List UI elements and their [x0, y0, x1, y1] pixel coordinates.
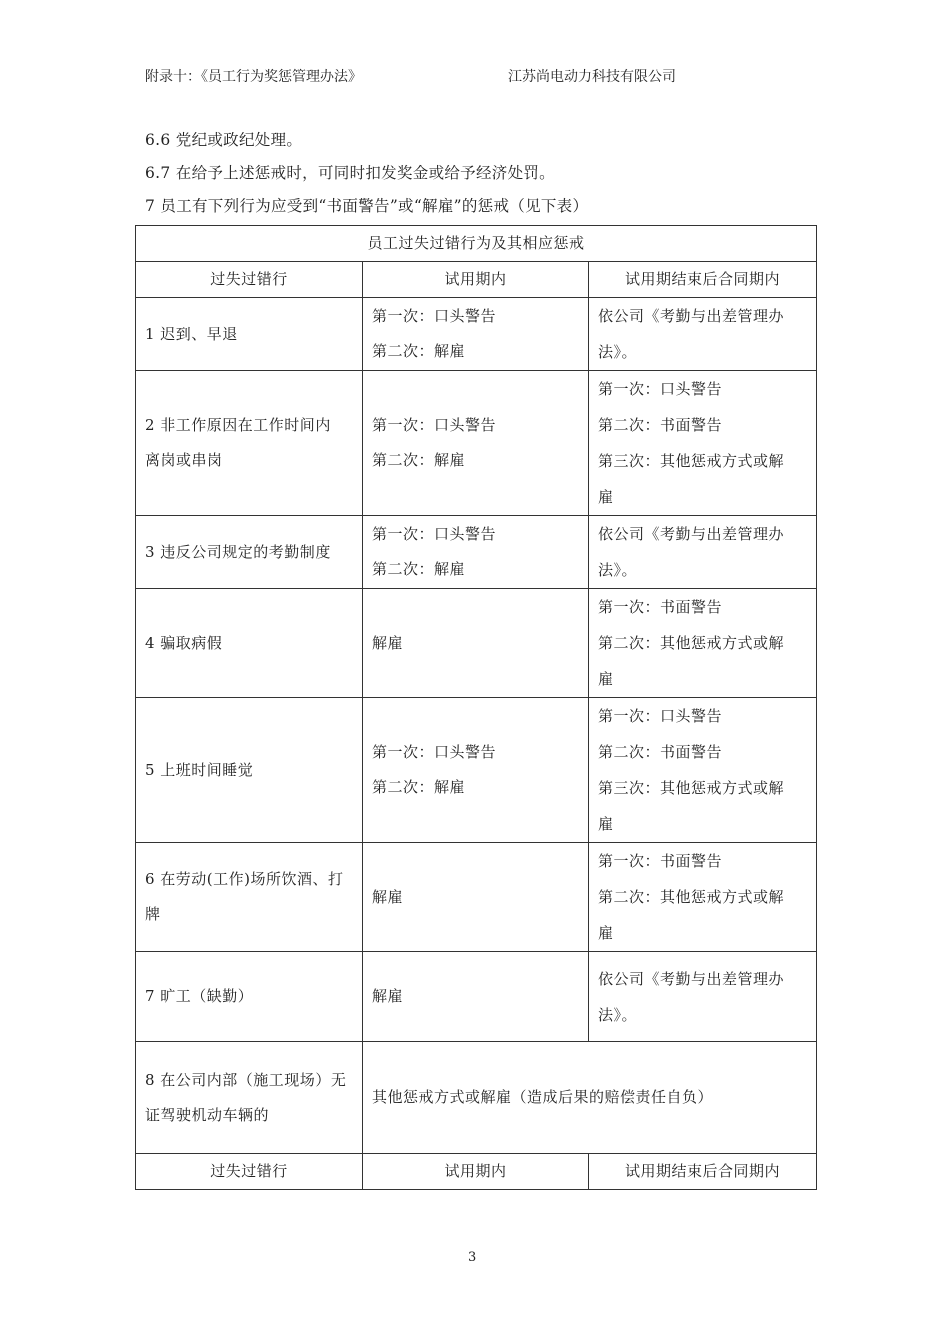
contract-cell [589, 589, 817, 698]
column-header-behavior: 过失过错行 [136, 262, 363, 298]
probation-cell [363, 298, 589, 371]
probation-cell [363, 516, 589, 589]
penalty-table [135, 225, 817, 1190]
probation-line: 第一次：口头警告 [372, 307, 497, 325]
probation-line: 第二次：解雇 [372, 342, 466, 360]
contract-cell [589, 952, 817, 1042]
contract-line: 依公司《考勤与出差管理办 [598, 525, 785, 543]
contract-cell [589, 516, 817, 589]
contract-line: 第一次：口头警告 [598, 707, 723, 725]
table-caption: 员工过失过错行为及其相应惩戒 [136, 226, 817, 262]
contract-line: 第一次：口头警告 [598, 380, 723, 398]
behavior-cell [136, 698, 363, 843]
probation-cell [363, 371, 589, 516]
behavior-cell [136, 843, 363, 952]
table-caption-row [136, 226, 817, 262]
table-row [136, 371, 817, 516]
table-row [136, 298, 817, 371]
probation-line: 第二次：解雇 [372, 778, 466, 796]
contract-line: 依公司《考勤与出差管理办 [598, 307, 785, 325]
behavior-line: 8 在公司内部（施工现场）无 [145, 1070, 347, 1089]
probation-cell [363, 698, 589, 843]
behavior-line: 7 旷工（缺勤） [145, 987, 254, 1005]
behavior-cell [136, 298, 363, 371]
contract-line: 雇 [598, 670, 614, 688]
probation-cell [363, 589, 589, 698]
contract-line: 第三次：其他惩戒方式或解 [598, 779, 785, 797]
behavior-line: 6 在劳动(工作)场所饮酒、打 [145, 870, 344, 888]
table-row [136, 952, 817, 1042]
contract-line: 雇 [598, 815, 614, 833]
behavior-cell [136, 952, 363, 1042]
header-document-title: 附录十：《员工行为奖惩管理办法》 [145, 69, 362, 85]
contract-line: 法》。 [598, 1005, 638, 1024]
behavior-cell [136, 516, 363, 589]
contract-cell [589, 371, 817, 516]
contract-cell [589, 298, 817, 371]
behavior-line: 牌 [145, 905, 161, 923]
penalty-merged-cell: 其他惩戒方式或解雇（造成后果的赔偿责任自负） [363, 1042, 817, 1154]
behavior-line: 5 上班时间睡觉 [145, 760, 254, 779]
contract-line: 第二次：其他惩戒方式或解 [598, 634, 785, 652]
table-row [136, 698, 817, 843]
contract-line: 第三次：其他惩戒方式或解 [598, 452, 785, 470]
behavior-cell [136, 1042, 363, 1154]
contract-line: 依公司《考勤与出差管理办 [598, 969, 785, 988]
table-row [136, 589, 817, 698]
contract-line: 第二次：其他惩戒方式或解 [598, 888, 785, 906]
contract-cell [589, 698, 817, 843]
table-header-row [136, 262, 817, 298]
footer-header-contract: 试用期结束后合同期内 [589, 1154, 817, 1190]
probation-line: 第一次：口头警告 [372, 416, 497, 434]
contract-line: 雇 [598, 488, 614, 506]
probation-line: 解雇 [372, 633, 404, 652]
behavior-line: 证驾驶机动车辆的 [145, 1105, 270, 1124]
column-header-contract: 试用期结束后合同期内 [589, 262, 817, 298]
table-row [136, 1042, 817, 1154]
footer-header-behavior: 过失过错行 [136, 1154, 363, 1190]
contract-line: 法》。 [598, 561, 638, 579]
behavior-line: 离岗或串岗 [145, 451, 223, 469]
behavior-line: 2 非工作原因在工作时间内 [145, 416, 331, 434]
table-row [136, 843, 817, 952]
contract-line: 第二次：书面警告 [598, 743, 723, 761]
behavior-line: 3 违反公司规定的考勤制度 [145, 542, 331, 561]
footer-header-probation: 试用期内 [363, 1154, 589, 1190]
contract-line: 第一次：书面警告 [598, 852, 723, 870]
probation-line: 解雇 [372, 887, 404, 906]
behavior-cell [136, 371, 363, 516]
probation-cell [363, 952, 589, 1042]
contract-line: 第二次：书面警告 [598, 416, 723, 434]
probation-cell [363, 843, 589, 952]
contract-cell [589, 843, 817, 952]
paragraph-7: 7 员工有下列行为应受到“书面警告”或“解雇”的惩戒（见下表） [145, 197, 589, 215]
contract-line: 雇 [598, 924, 614, 942]
paragraph-6-6: 6.6 党纪或政纪处理。 [145, 131, 303, 149]
table-row [136, 516, 817, 589]
behavior-cell [136, 589, 363, 698]
probation-line: 第一次：口头警告 [372, 743, 497, 761]
probation-line: 第二次：解雇 [372, 451, 466, 469]
column-header-probation: 试用期内 [363, 262, 589, 298]
probation-line: 第二次：解雇 [372, 560, 466, 578]
page-number: 3 [468, 1250, 477, 1265]
table-footer-header-row [136, 1154, 817, 1190]
probation-line: 解雇 [372, 987, 404, 1005]
contract-line: 第一次：书面警告 [598, 598, 723, 616]
probation-line: 第一次：口头警告 [372, 525, 497, 543]
behavior-line: 4 骗取病假 [145, 633, 223, 652]
behavior-line: 1 迟到、早退 [145, 324, 238, 343]
header-company-name: 江苏尚电动力科技有限公司 [508, 69, 676, 85]
contract-line: 法》。 [598, 343, 638, 361]
paragraph-6-7: 6.7 在给予上述惩戒时，可同时扣发奖金或给予经济处罚。 [145, 164, 555, 182]
